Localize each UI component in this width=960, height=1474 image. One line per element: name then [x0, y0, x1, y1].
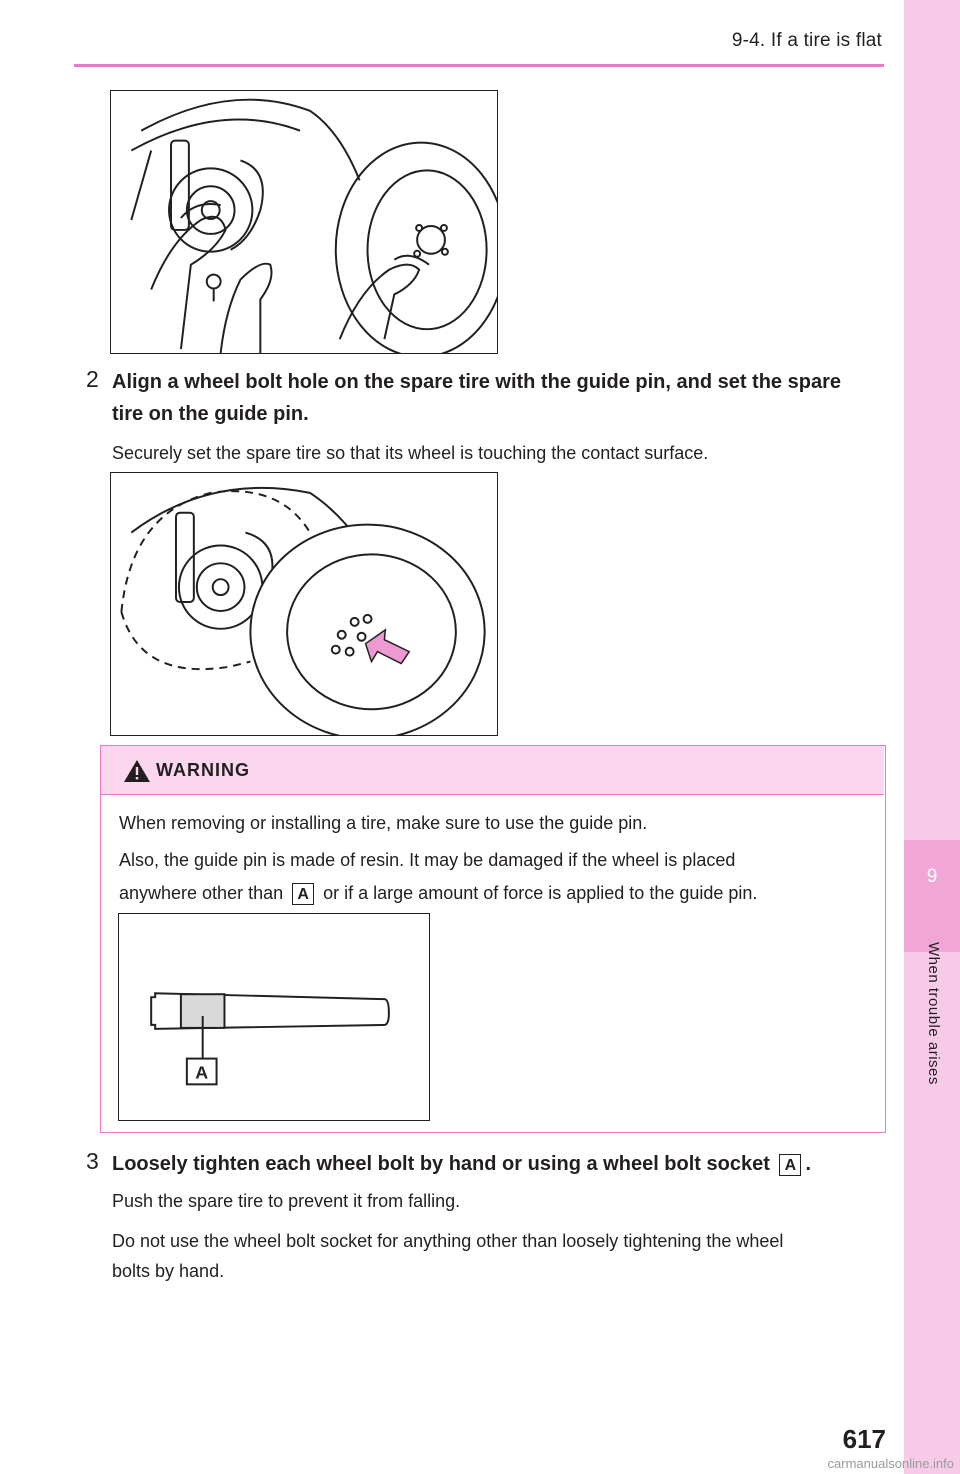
step-title — [112, 1148, 811, 1180]
step-description: Securely set the spare tire so that its wheel is touching the contact surface. — [112, 443, 709, 463]
warning-triangle-icon — [123, 759, 151, 783]
illustration-set-tire-svg — [111, 473, 497, 735]
page-number: 617 — [842, 1424, 886, 1454]
callout-ref-a: A — [292, 883, 314, 905]
chapter-tab[interactable] — [904, 840, 960, 952]
step-description: Do not use the wheel bolt socket for anything other than loosely tightening the wheel — [112, 1231, 784, 1251]
warning-text: Also, the guide pin is made of resin. It may be damaged if the wheel is placed — [119, 850, 736, 870]
watermark: carmanualsonline.info — [827, 1456, 954, 1471]
step-description: bolts by hand. — [112, 1261, 225, 1281]
callout-ref-a: A — [779, 1154, 801, 1176]
section-title: 9-4. If a tire is flat — [731, 30, 882, 51]
step-title-part: Loosely tighten each wheel bolt by hand or using a wheel bolt socket — [112, 1153, 770, 1175]
illustration-guide-pin-svg — [119, 914, 429, 1120]
step-title-part: . — [805, 1153, 812, 1175]
illustration-set-spare-tire — [110, 472, 498, 736]
step-number: 3 — [86, 1148, 99, 1174]
warning-text-part: or if a large amount of force is applied to the guide pin. — [323, 883, 758, 903]
warning-title: WARNING — [156, 760, 250, 780]
chapter-title: When trouble arises — [925, 942, 942, 1085]
warning-text — [119, 878, 757, 908]
step-number: 2 — [86, 366, 99, 392]
callout-label-a: A — [195, 1062, 209, 1083]
step-title — [112, 366, 872, 430]
illustration-cleaning-hub-and-wheel — [110, 90, 498, 354]
illustration-guide-pin — [118, 913, 430, 1121]
warning-text: When removing or installing a tire, make sure to use the guide pin. — [119, 813, 648, 833]
step-title-line: tire on the guide pin. — [112, 403, 309, 425]
warning-text-part: anywhere other than — [119, 883, 284, 903]
chapter-number: 9 — [926, 866, 938, 887]
step-title-line: Align a wheel bolt hole on the spare tire with the guide pin, and set the spare — [112, 371, 841, 393]
side-tab-band — [904, 0, 960, 1474]
header-divider — [74, 64, 884, 67]
step-description: Push the spare tire to prevent it from falling. — [112, 1191, 461, 1211]
illustration-cleaning-svg — [111, 91, 497, 353]
